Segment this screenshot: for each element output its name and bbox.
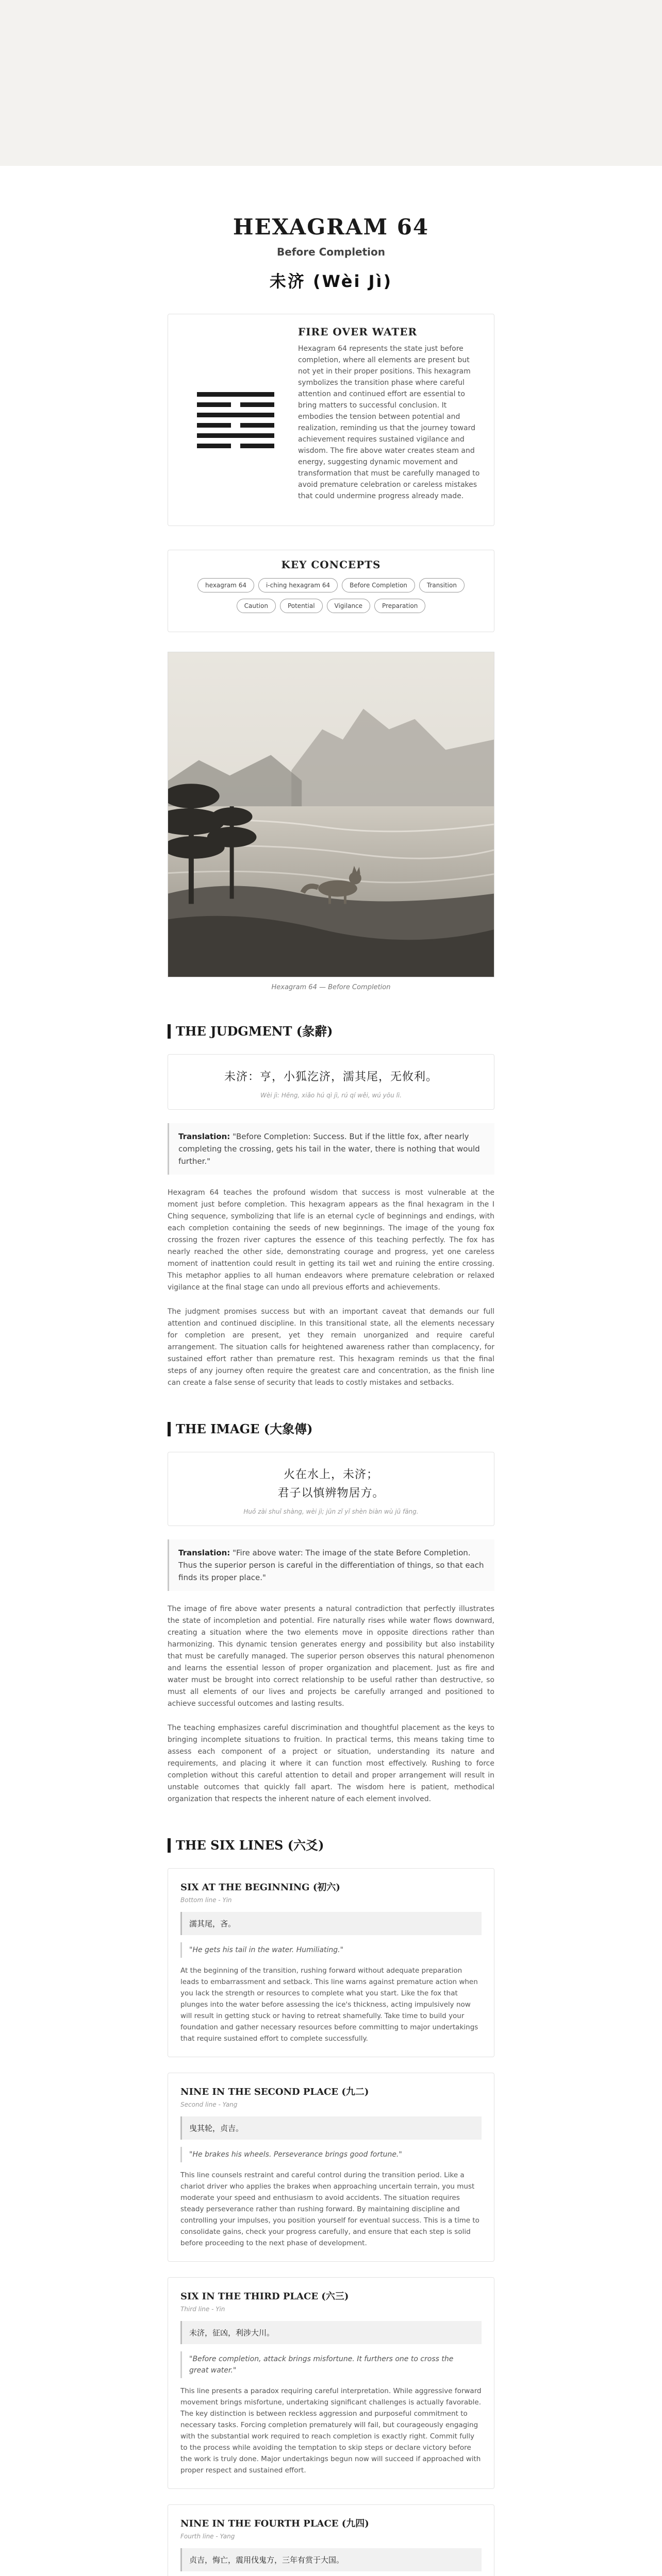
line-chinese: 曳其轮，贞吉。 xyxy=(180,2116,482,2140)
line-chinese: 未济，征凶，利涉大川。 xyxy=(180,2321,482,2344)
line-position: Fourth line - Yang xyxy=(180,2533,235,2540)
concept-tags xyxy=(194,578,468,613)
line-card-1 xyxy=(168,1868,494,2057)
judgment-chinese: 未济：亨，小狐汔济，濡其尾，无攸利。 xyxy=(224,1071,438,1083)
hexagram-symbol xyxy=(178,326,293,514)
intro-text xyxy=(293,326,482,514)
line-translation: "Before completion, attack brings misfortune. It furthers one to cross the great water." xyxy=(180,2351,482,2378)
hexagram-line-5-yin xyxy=(197,402,274,407)
line-commentary: This line presents a paradox requiring careful interpretation. While aggressive forward movement brings misfortune, undertaking significant challenges is actually favorable. The key distinction is between reckless aggression and purposeful commitment to necessary tasks. Forcing completion prematurely will fail, but courageously engaging with the substantial work required to reach completion is exactly right. Commit fully to the process while avoiding the temptation to skip steps or declare victory before the work is truly done. Major undertakings begun now will succeed if approached with proper respect and sustained effort. xyxy=(180,2387,482,2475)
image-quote-card xyxy=(168,1452,494,1526)
translation-label: Translation: xyxy=(178,1548,230,1557)
intro-heading: FIRE OVER WATER xyxy=(298,326,418,338)
hexagram-line-1-yin xyxy=(197,444,274,448)
page-title: HEXAGRAM 64 xyxy=(233,214,429,240)
intro-card xyxy=(168,314,494,526)
line-card-4 xyxy=(168,2504,494,2576)
judgment-quote-card xyxy=(168,1054,494,1110)
line-commentary: This line counsels restraint and careful control during the transition period. Like a chariot driver who applies the brakes when approaching uncertain terrain, you must moderate your speed and enthusiasm to avoid accidents. The situation requires steady perseverance rather than rushing forward. By maintaining discipline and controlling your impulses, you position yourself for eventual success. This is a time to consolidate gains, check your progress carefully, and ensure that each step is solid before proceeding to the next phase of development. xyxy=(180,2171,479,2247)
hexagram-line-3-yin xyxy=(197,423,274,428)
line-card-3 xyxy=(168,2277,494,2489)
artwork-caption: Hexagram 64 — Before Completion xyxy=(271,984,391,991)
concept-tag[interactable]: Potential xyxy=(280,599,323,613)
image-chinese-line-1: 火在水上，未济； xyxy=(283,1468,378,1481)
line-title: SIX AT THE BEGINNING (初六) xyxy=(180,1882,340,1893)
concept-tag[interactable]: Vigilance xyxy=(327,599,371,613)
translation-text: "Before Completion: Success. But if the little fox, after nearly completing the crossing, gets his tail in the water, there is nothing that would further." xyxy=(178,1132,480,1166)
six-lines-heading: THE SIX LINES (六爻) xyxy=(168,1838,494,1853)
chinese-title: 未济 (Wèi Jì) xyxy=(269,272,393,291)
image-paragraph: The image of fire above water presents a natural contradiction that perfectly illustrates the state of incompletion and potential. Fire naturally rises while water flows downward, creating a situation where the two elements move in opposite directions rather than harmonizing. This dynamic tension generates energy and possibility but also instability that must be carefully managed. The superior person observes this natural phenomenon and learns the essential lesson of proper organization and placement. Just as fire and water must be brought into correct relationship to be useful rather than destructive, so must all elements of our lives and projects be carefully arranged and positioned to achieve successful outcomes and lasting results. xyxy=(168,1605,494,1708)
title-block xyxy=(168,166,494,292)
judgment-paragraph: The judgment promises success but with an important caveat that demands our full attention and continued discipline. In this transitional state, all the elements necessary for completion are present, yet they remain unorganized and require careful arrangement. The situation calls for heightened awareness rather than complacency, for sustained effort rather than premature rest. This hexagram reminds us that the final steps of any journey often require the greatest care and concentration, as the finish line can create a false sense of security that leads to costly mistakes and setbacks. xyxy=(168,1308,494,1387)
image-pinyin: Huǒ zài shuǐ shàng, wèi jì; jūn zǐ yǐ shèn biàn wù jū fāng. xyxy=(243,1508,419,1515)
line-position: Second line - Yang xyxy=(180,2101,238,2108)
image-heading: THE IMAGE (大象傳) xyxy=(168,1422,494,1436)
judgment-translation xyxy=(168,1123,494,1175)
line-title: SIX IN THE THIRD PLACE (六三) xyxy=(180,2291,349,2302)
translation-label: Translation: xyxy=(178,1132,230,1141)
concept-tag[interactable]: i-ching hexagram 64 xyxy=(258,578,338,592)
line-translation: "He gets his tail in the water. Humiliating." xyxy=(180,1942,482,1958)
line-position: Bottom line - Yin xyxy=(180,1896,232,1904)
concept-tag[interactable]: hexagram 64 xyxy=(197,578,254,592)
concept-tag[interactable]: Caution xyxy=(237,599,276,613)
line-translation: "He brakes his wheels. Perseverance brings good fortune." xyxy=(180,2147,482,2162)
concept-tag[interactable]: Transition xyxy=(419,578,465,592)
image-paragraph: The teaching emphasizes careful discrimination and thoughtful placement as the keys to bringing incomplete situations to fruition. In practical terms, this means taking time to assess each component of a project or situation, understanding its nature and requirements, and placing it where it can function most effectively. Rushing to force completion without this careful attention to detail and proper arrangement will result in unstable outcomes that quickly fall apart. The wisdom here is patient, methodical organization that respects the inherent nature of each element involved. xyxy=(168,1724,494,1803)
hexagram-line-6-yang xyxy=(197,392,274,397)
page-subtitle: Before Completion xyxy=(276,246,386,258)
intro-body: Hexagram 64 represents the state just before completion, where all elements are present but not yet in their proper positions. This hexagram symbolizes the transition phase where careful attention and continued effort are essential to bring matters to successful conclusion. It embodies the tension between potential and realization, reminding us that the journey toward achievement requires sustained vigilance and wisdom. The fire above water creates steam and energy, suggesting dynamic movement and transformation that must be carefully managed to avoid premature celebration or careless mistakes that could undermine progress already made. xyxy=(298,345,480,500)
line-chinese: 贞吉，悔亡，震用伐鬼方，三年有赏于大国。 xyxy=(180,2548,482,2571)
key-concepts-heading: KEY CONCEPTS xyxy=(281,558,381,571)
main-content xyxy=(168,166,494,2576)
image-translation xyxy=(168,1539,494,1591)
hexagram-artwork-image xyxy=(168,652,494,977)
concept-tag[interactable]: Preparation xyxy=(374,599,425,613)
key-concepts-card xyxy=(168,550,494,632)
judgment-paragraph: Hexagram 64 teaches the profound wisdom that success is most vulnerable at the moment just before completion. This hexagram appears as the final hexagram in the I Ching sequence, symbolizing that life is an eternal cycle of beginnings and endings, with each completion containing the seeds of new beginnings. The image of the young fox crossing the frozen river captures the essence of this teaching perfectly. The fox has nearly reached the other side, demonstrating courage and progress, yet one careless moment of inattention could result in getting its tail wet and ruining the entire crossing. This metaphor applies to all human endeavors where premature celebration or relaxed vigilance at the final stage can undo all previous efforts and achievements. xyxy=(168,1189,494,1292)
judgment-pinyin: Wèi jì: Hēng, xiǎo hú qì jì, rú qí wěi, wú yōu lì. xyxy=(260,1092,402,1099)
image-chinese-line-2: 君子以慎辨物居方。 xyxy=(277,1487,385,1500)
line-commentary: At the beginning of the transition, rushing forward without adequate preparation leads to embarrassment and setback. This line warns against premature action when you lack the strength or resources to complete what you start. Like the fox that plunges into the water before assessing the ice's thickness, acting impulsively now will result in getting stuck or having to retreat shamefully. Take time to build your foundation and gather necessary resources before committing to major undertakings that require sustained effort to complete successfully. xyxy=(180,1967,478,2043)
hero-band xyxy=(0,0,662,166)
hexagram-line-2-yang xyxy=(197,433,274,438)
concept-tag[interactable]: Before Completion xyxy=(342,578,415,592)
line-position: Third line - Yin xyxy=(180,2306,225,2313)
line-card-2 xyxy=(168,2073,494,2262)
line-chinese: 濡其尾，吝。 xyxy=(180,1912,482,1935)
hexagram-line-4-yang xyxy=(197,413,274,417)
line-title: NINE IN THE FOURTH PLACE (九四) xyxy=(180,2518,369,2529)
line-title: NINE IN THE SECOND PLACE (九二) xyxy=(180,2087,369,2097)
translation-text: "Fire above water: The image of the state Before Completion. Thus the superior person is careful in the differentiation of things, so that each finds its proper place." xyxy=(178,1548,484,1582)
judgment-heading: THE JUDGMENT (彖辭) xyxy=(168,1024,494,1039)
